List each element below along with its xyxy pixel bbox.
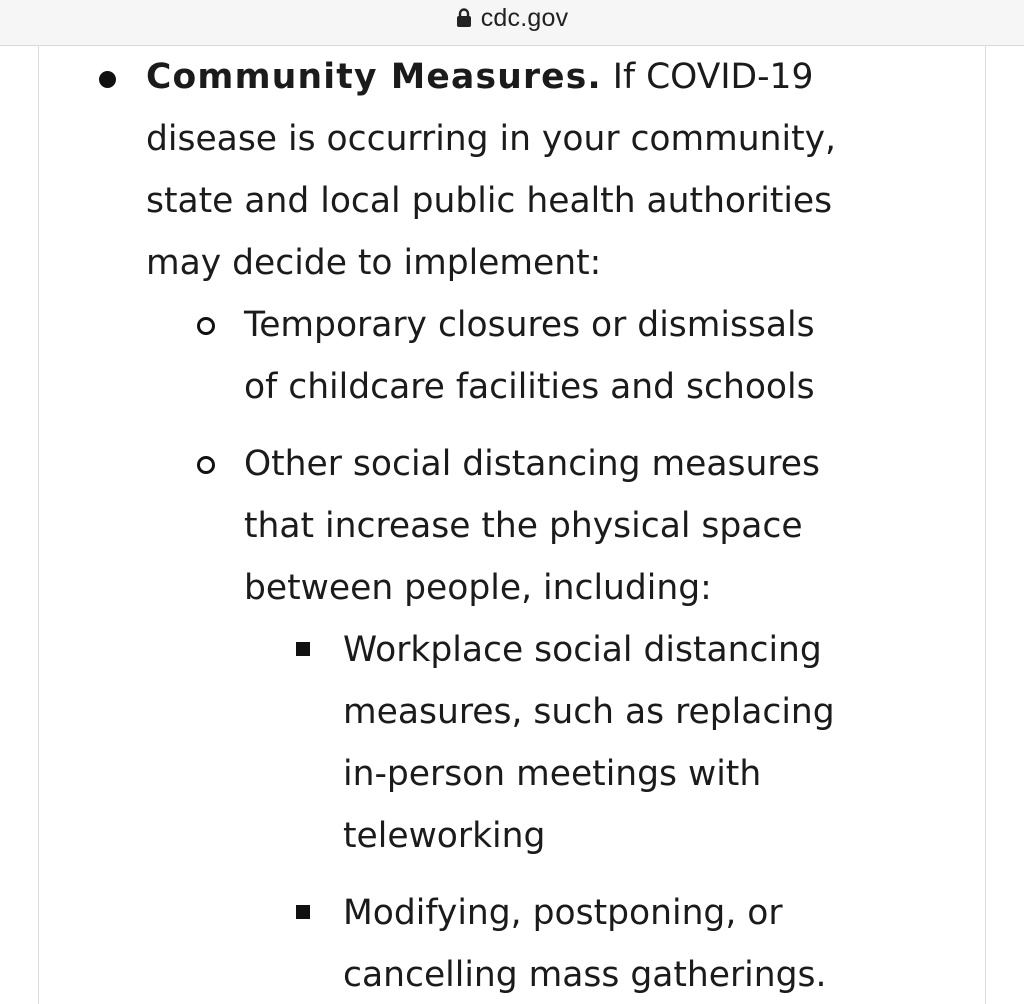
closures-line-2: of childcare facilities and schools (244, 367, 815, 407)
lock-icon (456, 8, 472, 28)
intro-text: If COVID-19 (612, 57, 814, 97)
community-measures-heading: Community Measures. (146, 57, 602, 97)
workplace-line-2: measures, such as replacing (343, 692, 835, 732)
gatherings-line-2: cancelling mass gatherings. (343, 955, 827, 995)
intro-line-4: may decide to implement: (146, 243, 602, 283)
browser-address-bar[interactable] (0, 0, 1024, 46)
closures-line-1: Temporary closures or dismissals (244, 305, 815, 345)
distancing-line-3: between people, including: (244, 568, 712, 608)
distancing-line-2: that increase the physical space (244, 506, 803, 546)
gatherings-line-1: Modifying, postponing, or (343, 893, 783, 933)
workplace-line-3: in-person meetings with (343, 754, 762, 794)
list-bullet-disc (99, 71, 116, 88)
workplace-line-4: teleworking (343, 816, 546, 856)
intro-line-3: state and local public health authorities (146, 181, 833, 221)
article-content (38, 46, 986, 1004)
url-domain[interactable]: cdc.gov (480, 3, 569, 32)
list-bullet-circle (197, 456, 215, 474)
list-bullet-square (296, 642, 310, 656)
intro-line-2: disease is occurring in your community, (146, 119, 836, 159)
address-bar-content (0, 0, 1024, 36)
list-bullet-square (296, 905, 310, 919)
distancing-line-1: Other social distancing measures (244, 444, 820, 484)
workplace-line-1: Workplace social distancing (343, 630, 822, 670)
list-bullet-circle (197, 317, 215, 335)
community-measures-line-1 (146, 46, 813, 108)
